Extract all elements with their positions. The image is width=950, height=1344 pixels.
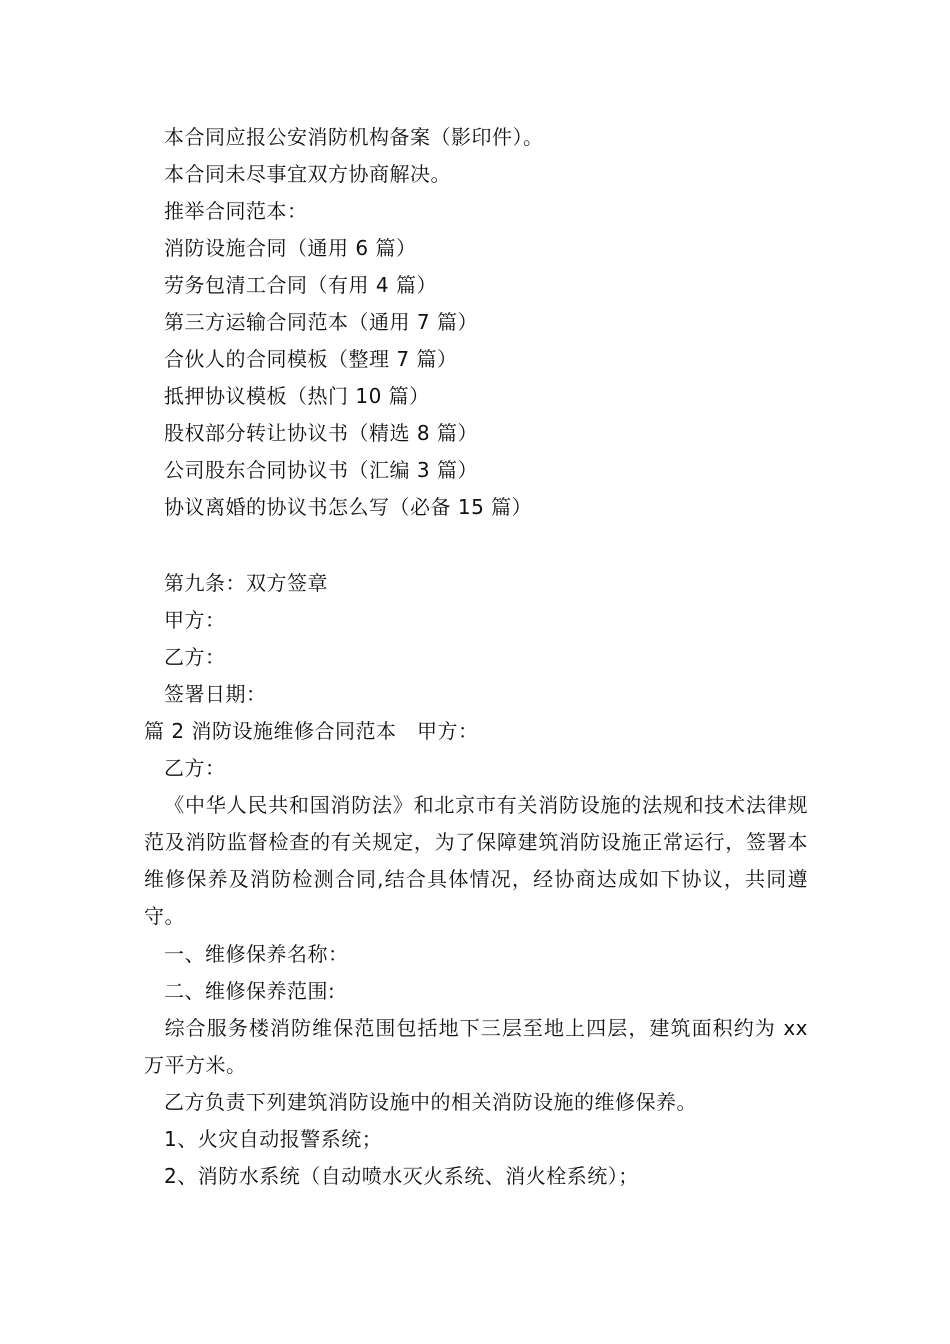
- recommended-template-link[interactable]: 第三方运输合同范本（通用 7 篇）: [164, 310, 478, 334]
- responsibility-note: 乙方负责下列建筑消防设施中的相关消防设施的维修保养。: [164, 1090, 697, 1114]
- recommended-template-link[interactable]: 劳务包清工合同（有用 4 篇）: [164, 273, 437, 297]
- recommended-template-link[interactable]: 协议离婚的协议书怎么写（必备 15 篇）: [164, 495, 533, 519]
- maintenance-name-item: 一、维修保养名称：: [164, 942, 349, 966]
- recommended-template-link[interactable]: 股权部分转让协议书（精选 8 篇）: [164, 421, 478, 445]
- sign-date-label: 签署日期：: [164, 682, 267, 706]
- intro-paragraph-text: 《中华人民共和国消防法》和北京市有关消防设施的法规和技术法律规范及消防监督检查的有关规定，为了保障建筑消防设施正常运行，签署本维修保养及消防检测合同,结合具体情况，经协商达成如下协议，共同遵守。: [144, 793, 808, 928]
- scope-paragraph-text: 综合服务楼消防维保范围包括地下三层至地上四层，建筑面积约为 xx 万平方米。: [144, 1016, 808, 1077]
- section-two-party-b-label: 乙方：: [164, 756, 226, 780]
- article-nine-heading: 第九条：双方签章: [164, 571, 328, 595]
- recommended-template-link[interactable]: 合伙人的合同模板（整理 7 篇）: [164, 347, 458, 371]
- party-b-label: 乙方：: [164, 645, 226, 669]
- intro-paragraph: [144, 787, 808, 935]
- party-a-label: 甲方：: [164, 608, 226, 632]
- recommended-templates-heading: 推举合同范本：: [164, 199, 308, 223]
- system-item-fire-water: 2、消防水系统（自动喷水灭火系统、消火栓系统）；: [164, 1164, 639, 1188]
- recommended-template-link[interactable]: 抵押协议模板（热门 10 篇）: [164, 384, 430, 408]
- scope-paragraph: [144, 1010, 808, 1084]
- filing-note: 本合同应报公安消防机构备案（影印件）。: [164, 125, 544, 149]
- recommended-template-link[interactable]: 公司股东合同协议书（汇编 3 篇）: [164, 458, 478, 482]
- recommended-template-link[interactable]: 消防设施合同（通用 6 篇）: [164, 236, 417, 260]
- unresolved-matters-note: 本合同未尽事宜双方协商解决。: [164, 162, 451, 186]
- section-two-heading: 篇 2 消防设施维修合同范本 甲方：: [144, 719, 479, 743]
- system-item-fire-alarm: 1、火灾自动报警系统；: [164, 1127, 383, 1151]
- maintenance-scope-item: 二、维修保养范围:: [164, 979, 336, 1003]
